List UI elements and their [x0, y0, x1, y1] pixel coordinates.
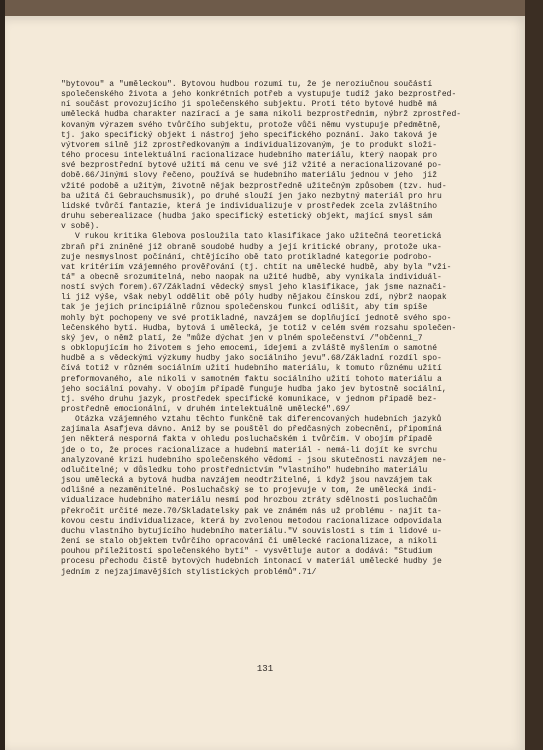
- text-line: lidské tvůrčí fantazie, která je individualizuje v prostředek zcela zvláštního: [61, 201, 438, 211]
- text-line: zbraň při zniněné již obraně soudobé hudby a její kritické obrany, protože uka-: [61, 242, 442, 252]
- text-line: hudbě a s vědeckými výzkumy hudby jako sociálního jevu".68/Základní rozdíl spo-: [61, 354, 442, 364]
- text-line: Otázka vzájemného vztahu těchto funkčně tak diferencovaných hudebních jazyků: [75, 415, 442, 425]
- text-line: jedním z nejzajímavějších stylistických problémů".71/: [61, 567, 317, 577]
- text-line: tá" a obecně srozumitelná, nebo naopak na užité hudbě, aby vynikala individuál-: [61, 272, 442, 282]
- text-line: kovou cestu individualizace, která by zvolenou metodou racionalizace odpovídala: [61, 516, 442, 526]
- text-line: jsou umělecká a bytová hudba navzájem neodtržitelné, i když jsou navzájem tak: [61, 476, 433, 486]
- text-line: tj. svého druhu jazyk, prostředek specifické komunikace, v jednom případě bez-: [61, 394, 438, 404]
- text-line: žení se stalo objektem tvůrčího opracování či umělecké racionalizace, a nikoli: [61, 537, 438, 547]
- page-number: 131: [256, 664, 274, 674]
- text-line: ností svých forem).67/Základní vědecký smysl jeho klasifikace, jak jsme naznači-: [61, 283, 447, 293]
- text-line: výtvorem silně již zprostředkovaným a individualizovaným, je to produkt složi-: [61, 140, 438, 150]
- text-line: tj. jako specifický objekt i nástroj jeho specifického poznání. Jako taková je: [61, 130, 438, 140]
- text-line: kovaným výrazem svého tvůrčího subjektu, protože vůči němu vystupuje předmětně,: [61, 120, 442, 130]
- text-line: vat kritériím vzájemného prověřování (tj. chtít na umělecké hudbě, aby byla "vži-: [61, 262, 452, 272]
- text-line: odlišné a nezaměnitelné. Posluchačský se to projevuje v tom, že umělecká indi-: [61, 486, 438, 496]
- text-line: v sobě).: [61, 222, 100, 232]
- text-line: zajímala Asafjeva dávno. Aniž by se pouštěl do předčasných zobecnění, připomíná: [61, 425, 442, 435]
- paragraph: [61, 80, 501, 232]
- text-line: pouhou příležitostí společenského bytí" - vysvětluje autor a dodává: "Studium: [61, 547, 433, 557]
- text-line: mohly být pochopeny ve své protikladné, navzájem se doplňující jednotě svého spo-: [61, 313, 452, 323]
- text-line: procesu přechodu čistě bytových hudebních intonací v materiál umělecké hudby je: [61, 557, 442, 567]
- text-line: čívá totiž v různém sociálním užití hudebního materiálu, k tomuto různému užití: [61, 364, 442, 374]
- text-line: zuje nesmyslnost počínání, chtějícího obě tato protikladné kategorie podrobo-: [61, 252, 433, 262]
- text-line: vžité podobě a užitým, životně nějak bezprostředně užitečným způsobem (tzv. hud-: [61, 181, 447, 191]
- text-line: s obklopujícím ho životem s jeho emocemi, idejemi a zvláště myšlením o samotné: [61, 344, 438, 354]
- text-line: duchu vlastního bytujícího hudebního materiálu."V souvislosti s tím i lidové u-: [61, 526, 442, 536]
- text-line: vidualizace hudebního materiálu nesmí pod hrozbou ztráty sdělnosti posluchačům: [61, 496, 438, 506]
- text-line: V rukou kritika Glebova posloužila tato klasifikace jako užitečná teoretická: [75, 232, 442, 242]
- paragraph: [61, 415, 501, 578]
- text-line: druhu seberealizace (hudba jako specifický estetický objekt, mající smysl sám: [61, 212, 433, 222]
- text-line: době.66/Jinými slovy řečeno, používá se hudebního materiálu jednou v jeho již: [61, 171, 438, 181]
- text-line: společenského života a jeho konkrétních potřeb a vystupuje tudíž jako bezprostřed-: [61, 90, 457, 100]
- text-line: ba užitá či Gebrauchsmusik), po druhé slouží jen jako nezbytný materiál pro hru: [61, 191, 442, 201]
- body-text: [61, 80, 501, 578]
- text-line: jen některá nesporná fakta v ohledu posluchačském i tvůrčím. V obojím případě: [61, 435, 433, 445]
- text-line: analyzované krizi hudebního společenského vědomí - jsou skutečnosti navzájem ne-: [61, 455, 447, 465]
- text-line: překročit určité meze.70/Skladatelsky pak ve známém nás už problému - najít ta-: [61, 506, 442, 516]
- text-line: umělecká hudba charakter nazírací a je sama nikoli bezprostřednim, nýbrž zprostřed-: [61, 110, 462, 120]
- text-line: tého procesu intelektuální racionalizace hudebního materiálu, který naopak pro: [61, 151, 438, 161]
- text-line: li již výše, však nebyl oddělit obě póly hudby nějakou čínskou zdí, nýbrž naopak: [61, 293, 447, 303]
- text-line: ní součást provozujícího ji společenského subjektu. Proti této bytové hudbě má: [61, 100, 438, 110]
- text-line: ský jev, o němž platí, že "může dýchat jen v plném společenství /"občenni_7: [61, 333, 423, 343]
- text-line: preformovaného, ale nikoli v samotném faktu sociálního užití tohoto materiálu a: [61, 374, 442, 384]
- scan-top-edge: [0, 0, 543, 16]
- document-page: [5, 16, 525, 750]
- text-line: své bezprostřední bytové užití má cenu ve své již vžité a neracionalizované po-: [61, 161, 442, 171]
- text-line: jde o to, že proces racionalizace a hudební materiál - nemá-li dojít ke svrchu: [61, 445, 438, 455]
- text-line: odlučitelné; v důsledku toho prostřednictvím "vlastního" hudebního materiálu: [61, 465, 428, 475]
- text-line: tak je jejich principiálně různou společenskou funkcí odlišit, aby tím spíše: [61, 303, 428, 313]
- text-line: lečenského bytí. Hudba, bytová i umělecká, je totiž v celém svém rozsahu společen-: [61, 323, 457, 333]
- paragraph: [61, 232, 501, 415]
- text-line: prostředně emocionální, v druhém intelektuálně umělecké".69/: [61, 405, 351, 414]
- text-line: jeho sociální povahy. V obojím případě funguje hudba jako jev bytostně sociální,: [61, 384, 447, 394]
- scan-right-edge: [525, 0, 543, 750]
- text-line: "bytovou" a "uměleckou". Bytovou hudbou rozumí tu, že je neroziučnou součástí: [61, 80, 433, 89]
